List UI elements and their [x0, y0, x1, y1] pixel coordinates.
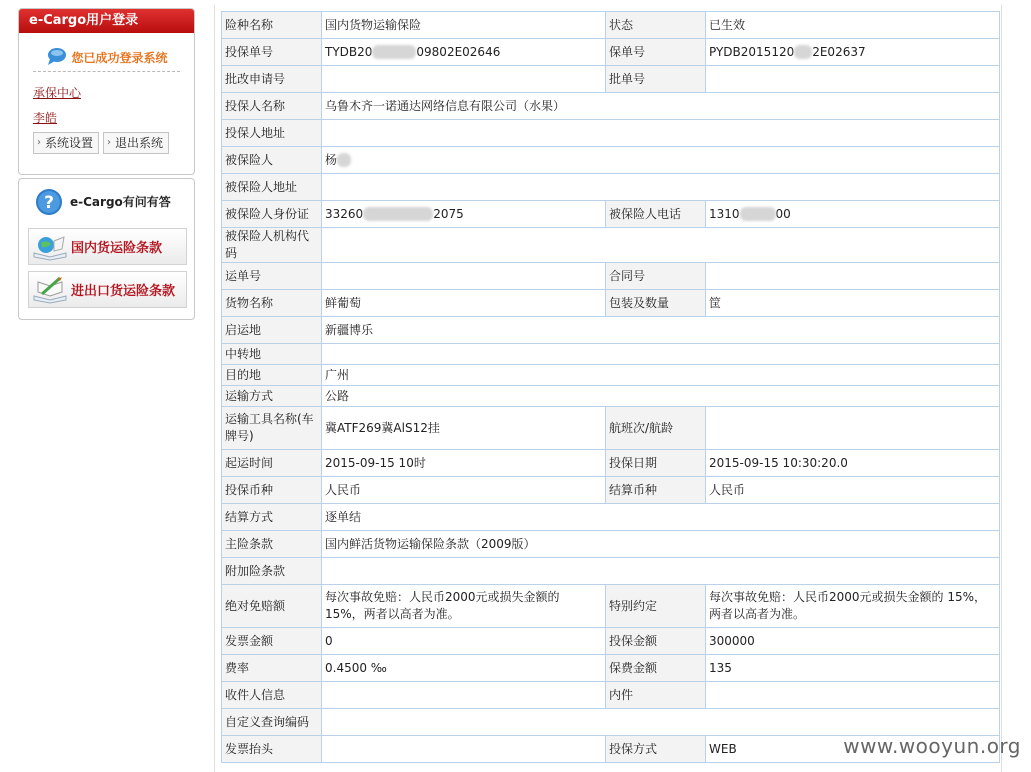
row-value: 鲜葡萄: [322, 290, 606, 317]
login-status-text: 您已成功登录系统: [71, 50, 168, 65]
row-value: [322, 682, 606, 709]
help-icon: [28, 187, 70, 217]
user-name-link[interactable]: 李皓: [33, 111, 58, 125]
row-label: 被保险人地址: [222, 174, 322, 201]
row-label: 投保日期: [606, 450, 706, 477]
table-row: [222, 12, 1000, 39]
row-value: 300000: [706, 628, 1000, 655]
table-row: [222, 558, 1000, 585]
row-value: 2015-09-15 10:30:20.0: [706, 450, 1000, 477]
table-row: [222, 682, 1000, 709]
table-row: [222, 628, 1000, 655]
faq-label: e-Cargo有问有答: [70, 195, 171, 209]
row-label: 附加险条款: [222, 558, 322, 585]
logout-label: 退出系统: [115, 136, 164, 150]
row-value: [322, 228, 1000, 263]
row-value: 广州: [322, 365, 1000, 386]
row-label: 包装及数量: [606, 290, 706, 317]
table-row: [222, 147, 1000, 174]
application-number-value: TYDB20 09802E02646: [322, 39, 606, 66]
underwriting-center-link[interactable]: 承保中心: [33, 86, 82, 100]
row-value: [322, 558, 1000, 585]
row-label: 货物名称: [222, 290, 322, 317]
row-label: 被保险人身份证: [222, 201, 322, 228]
row-value: 0.4500 ‰: [322, 655, 606, 682]
policy-number-value: PYDB2015120 2E02637: [706, 39, 1000, 66]
table-row: [222, 66, 1000, 93]
table-row: [222, 585, 1000, 628]
help-panel: [18, 178, 195, 320]
row-value: 人民币: [706, 477, 1000, 504]
row-label: 保单号: [606, 39, 706, 66]
row-label: 投保方式: [606, 736, 706, 763]
row-value: 人民币: [322, 477, 606, 504]
table-row: [222, 93, 1000, 120]
row-label: 费率: [222, 655, 322, 682]
domestic-clause-link[interactable]: [28, 228, 187, 265]
row-label: 结算方式: [222, 504, 322, 531]
table-row: [222, 344, 1000, 365]
row-label: 投保人地址: [222, 120, 322, 147]
login-panel-title: e-Cargo用户登录: [19, 9, 194, 33]
row-label: 自定义查询编码: [222, 709, 322, 736]
policy-detail-table: [221, 11, 1000, 763]
row-label: 合同号: [606, 263, 706, 290]
row-label: 投保单号: [222, 39, 322, 66]
row-label: 特别约定: [606, 585, 706, 628]
chevron-right-icon: ›: [37, 137, 41, 148]
row-label: 发票抬头: [222, 736, 322, 763]
table-row: [222, 477, 1000, 504]
row-value: 0: [322, 628, 606, 655]
row-value: 国内鲜活货物运输保险条款（2009版）: [322, 531, 1000, 558]
row-value: [322, 344, 1000, 365]
row-label: 内件: [606, 682, 706, 709]
table-row: [222, 365, 1000, 386]
row-value: [322, 736, 606, 763]
globe-book-icon: [29, 233, 71, 261]
import-export-clause-link[interactable]: [28, 271, 187, 308]
login-buttons: [33, 132, 194, 154]
row-value: 冀ATF269冀AlS12挂: [322, 407, 606, 450]
table-row: [222, 290, 1000, 317]
table-row: [222, 407, 1000, 450]
redacted-mark: [337, 153, 351, 167]
row-value: [322, 709, 1000, 736]
table-row: [222, 39, 1000, 66]
row-label: 险种名称: [222, 12, 322, 39]
row-label: 目的地: [222, 365, 322, 386]
row-label: 批单号: [606, 66, 706, 93]
row-label: 批改申请号: [222, 66, 322, 93]
table-row: [222, 655, 1000, 682]
table-row: [222, 709, 1000, 736]
row-label: 发票金额: [222, 628, 322, 655]
table-row: [222, 531, 1000, 558]
row-value: 新疆博乐: [322, 317, 1000, 344]
row-label: 运输方式: [222, 386, 322, 407]
row-value: 每次事故免赔：人民币2000元或损失金额的 15%，两者以高者为准。: [706, 585, 1000, 628]
row-value: 公路: [322, 386, 1000, 407]
row-value: [322, 263, 606, 290]
row-value: 135: [706, 655, 1000, 682]
table-row: [222, 228, 1000, 263]
table-row: [222, 386, 1000, 407]
logout-button[interactable]: [103, 132, 169, 154]
table-row: [222, 450, 1000, 477]
row-value: 2015-09-15 10时: [322, 450, 606, 477]
row-label: 运输工具名称(车牌号): [222, 407, 322, 450]
book-pen-icon: [29, 276, 71, 304]
chevron-right-icon: ›: [107, 137, 112, 148]
table-row: [222, 201, 1000, 228]
row-label: 状态: [606, 12, 706, 39]
row-value: 每次事故免赔：人民币2000元或损失金额的 15%，两者以高者为准。: [322, 585, 606, 628]
row-value: [706, 263, 1000, 290]
row-label: 被保险人: [222, 147, 322, 174]
table-row: [222, 174, 1000, 201]
row-label: 投保金额: [606, 628, 706, 655]
row-value: 逐单结: [322, 504, 1000, 531]
redacted-mark: [740, 207, 776, 221]
row-label: 被保险人机构代码: [222, 228, 322, 263]
row-value: WEB: [706, 736, 1000, 763]
table-row: [222, 263, 1000, 290]
row-label: 运单号: [222, 263, 322, 290]
row-label: 投保币种: [222, 477, 322, 504]
login-panel: [18, 8, 195, 175]
row-value: 乌鲁木齐一诺通达网络信息有限公司（水果）: [322, 93, 1000, 120]
row-value: 筐: [706, 290, 1000, 317]
row-label: 绝对免赔额: [222, 585, 322, 628]
login-status: [33, 47, 180, 72]
row-label: 收件人信息: [222, 682, 322, 709]
row-label: 保费金额: [606, 655, 706, 682]
insured-id-value: 33260 2075: [322, 201, 606, 228]
row-label: 被保险人电话: [606, 201, 706, 228]
watermark: www.wooyun.org: [843, 734, 1021, 758]
row-value: [322, 66, 606, 93]
row-label: 航班次/航龄: [606, 407, 706, 450]
redacted-mark: [363, 207, 433, 221]
system-settings-button[interactable]: [33, 132, 99, 154]
faq-link[interactable]: [28, 183, 187, 220]
table-row: [222, 120, 1000, 147]
redacted-mark: [372, 45, 416, 59]
row-label: 中转地: [222, 344, 322, 365]
row-value: 国内货物运输保险: [322, 12, 606, 39]
row-label: 启运地: [222, 317, 322, 344]
row-label: 主险条款: [222, 531, 322, 558]
import-export-clause-label: 进出口货运险条款: [71, 284, 176, 299]
row-value: [706, 682, 1000, 709]
svg-text:?: ?: [44, 192, 54, 213]
domestic-clause-label: 国内货运险条款: [71, 241, 163, 256]
redacted-mark: [794, 45, 812, 59]
insured-name-value: 杨: [322, 147, 1000, 174]
speech-bubble-icon: [45, 47, 67, 67]
row-value: [706, 66, 1000, 93]
table-row: [222, 317, 1000, 344]
table-row: [222, 504, 1000, 531]
row-value: 已生效: [706, 12, 1000, 39]
row-label: 投保人名称: [222, 93, 322, 120]
insured-phone-value: 1310 00: [706, 201, 1000, 228]
row-value: [322, 174, 1000, 201]
system-settings-label: 系统设置: [45, 136, 94, 150]
row-value: [706, 407, 1000, 450]
row-label: 起运时间: [222, 450, 322, 477]
row-value: [322, 120, 1000, 147]
row-label: 结算币种: [606, 477, 706, 504]
policy-detail-panel: [214, 5, 1002, 772]
